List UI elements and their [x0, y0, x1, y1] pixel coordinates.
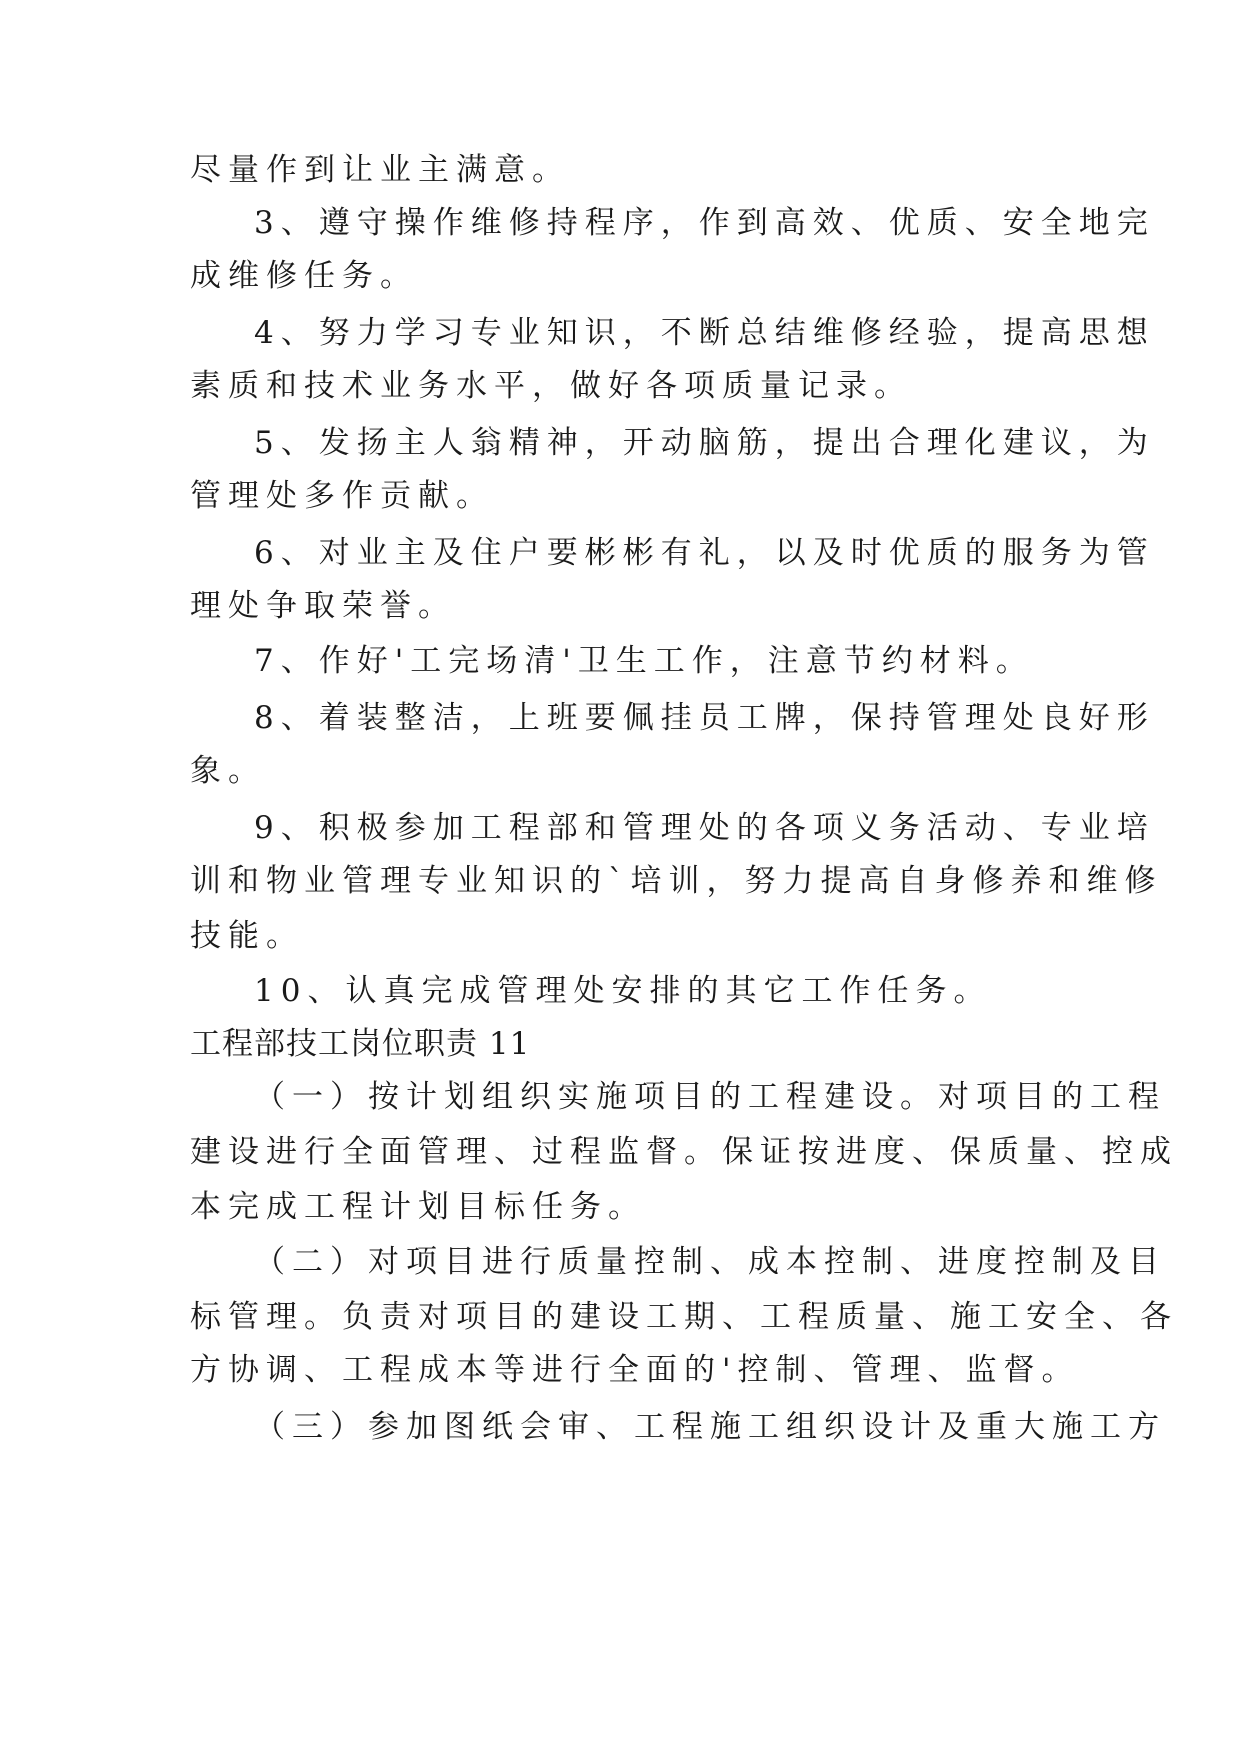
text-line: 8、着装整洁，上班要佩挂员工牌，保持管理处良好形	[254, 700, 1155, 736]
text-line: 方协调、工程成本等进行全面的'控制、管理、监督。	[190, 1352, 1080, 1388]
text-line: 5、发扬主人翁精神，开动脑筋，提出合理化建议，为	[254, 425, 1155, 461]
text-line: 素质和技术业务水平，做好各项质量记录。	[190, 368, 912, 404]
text-line: 6、对业主及住户要彬彬有礼，以及时优质的服务为管	[254, 535, 1155, 571]
text-line: 本完成工程计划目标任务。	[190, 1189, 646, 1225]
text-line: 9、积极参加工程部和管理处的各项义务活动、专业培	[254, 810, 1155, 846]
text-line: 成维修任务。	[190, 258, 418, 294]
section-heading: 工程部技工岗位职责 11	[190, 1026, 531, 1062]
text-line: 管理处多作贡献。	[190, 478, 494, 514]
text-line: 4、努力学习专业知识，不断总结维修经验，提高思想	[254, 315, 1155, 351]
text-line: （三）参加图纸会审、工程施工组织设计及重大施工方	[254, 1409, 1166, 1445]
text-line: 尽量作到让业主满意。	[190, 152, 570, 188]
text-line: 理处争取荣誉。	[190, 588, 456, 624]
text-line: （二）对项目进行质量控制、成本控制、进度控制及目	[254, 1244, 1166, 1280]
text-line: 10、认真完成管理处安排的其它工作任务。	[254, 973, 992, 1009]
text-line: 象。	[190, 753, 266, 789]
text-line: 3、遵守操作维修持程序，作到高效、优质、安全地完	[254, 205, 1155, 241]
text-line: 建设进行全面管理、过程监督。保证按进度、保质量、控成	[190, 1134, 1178, 1170]
text-line: 7、作好'工完场清'卫生工作，注意节约材料。	[254, 643, 1034, 679]
text-line: 技能。	[190, 918, 304, 954]
text-line: 训和物业管理专业知识的`培训，努力提高自身修养和维修	[190, 863, 1163, 899]
text-line: 标管理。负责对项目的建设工期、工程质量、施工安全、各	[190, 1299, 1178, 1335]
text-line: （一）按计划组织实施项目的工程建设。对项目的工程	[254, 1079, 1166, 1115]
